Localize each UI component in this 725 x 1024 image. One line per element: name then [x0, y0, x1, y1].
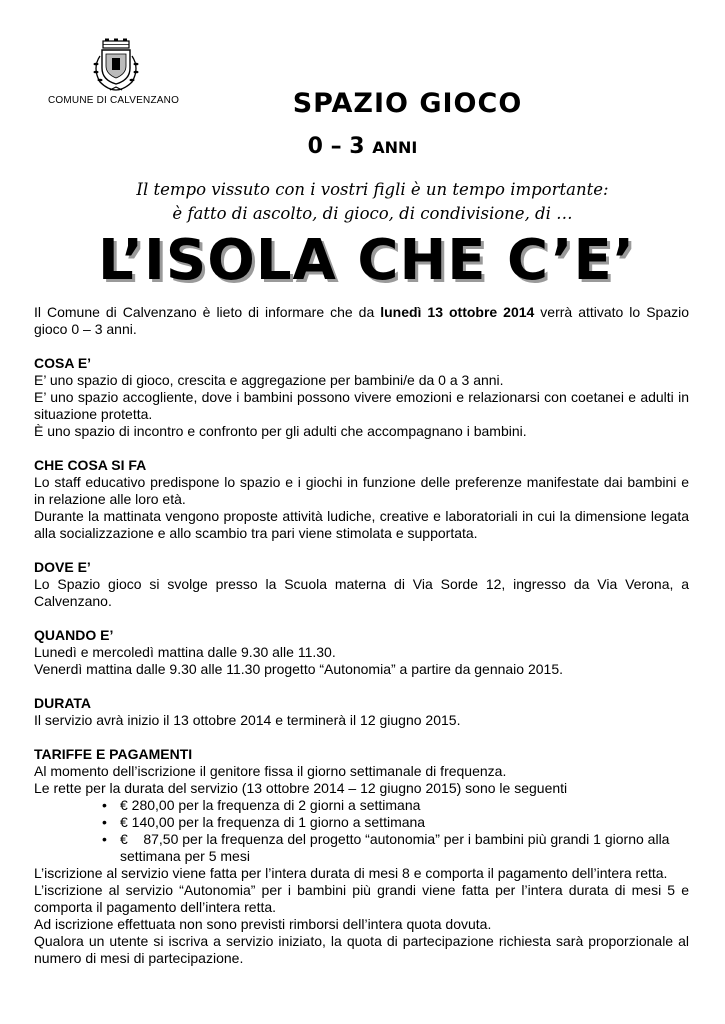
section-line: E’ uno spazio accogliente, dove i bambini possono vivere emozioni e relazionarsi con coetanei e adulti in situazione protetta.	[34, 389, 689, 422]
intro-paragraph	[34, 304, 689, 338]
section-line: Durante la mattinata vengono proposte attività ludiche, creative e laboratoriali in cui la dimensione legata alla socializzazione e allo scambio tra pari viene stimolata e supportata.	[34, 508, 689, 541]
section-line: Al momento dell’iscrizione il genitore fissa il giorno settimanale di frequenza.	[34, 763, 507, 779]
page-title-text: SPAZIO GIOCO	[292, 88, 523, 119]
section-heading: CHE COSA SI FA	[34, 457, 147, 473]
big-title: L’ISOLA CHE C’E’	[97, 228, 636, 293]
section-line: L’iscrizione al servizio “Autonomia” per i bambini più grandi viene fatta per l’intera durata di mesi 5 e comporta il pagamento dell’intera retta.	[34, 882, 689, 915]
section-line: Qualora un utente si iscriva a servizio iniziato, la quota di partecipazione richiesta sarà proporzionale al numero di mesi di partecipazione.	[34, 933, 689, 966]
intro-text-after: verrà attivato lo Spazio gioco 0 – 3 anni.	[34, 304, 689, 337]
section-heading: DURATA	[34, 695, 92, 711]
intro-text-before: Il Comune di Calvenzano è lieto di informare che da	[34, 304, 381, 320]
section-line: Lunedì e mercoledì mattina dalle 9.30 alle 11.30.	[34, 644, 336, 660]
section-quando	[34, 627, 689, 678]
section-che-cosa	[34, 457, 689, 542]
section-tariffe	[34, 746, 689, 967]
section-line: Il servizio avrà inizio il 13 ottobre 2014 e terminerà il 12 giugno 2015.	[34, 712, 461, 728]
tagline-line-1: Il tempo vissuto con i vostri figli è un tempo importante:	[136, 180, 609, 199]
comune-label: COMUNE DI CALVENZANO	[48, 95, 180, 106]
intro-start-date: lunedì 13 ottobre 2014	[380, 304, 535, 320]
fee-text: € 140,00 per la frequenza di 1 giorno a settimana	[120, 814, 426, 830]
section-line: Lo staff educativo predispone lo spazio e i giochi in funzione delle preferenze manifestate dai bambini e in relazione alle loro età.	[34, 474, 689, 507]
tagline-line-2: è fatto di ascolto, di gioco, di condivisione, di …	[172, 204, 573, 223]
fee-list	[34, 797, 689, 865]
section-line: Venerdì mattina dalle 9.30 alle 11.30 progetto “Autonomia” a partire da gennaio 2015.	[34, 661, 563, 677]
fee-text: € 87,50 per la frequenza del progetto “autonomia” per i bambini più grandi 1 giorno alla settimana per 5 mesi	[120, 831, 674, 864]
fee-list-item	[100, 831, 689, 865]
section-dove	[34, 559, 689, 610]
section-heading: DOVE E’	[34, 559, 91, 575]
age-range-subtitle	[0, 134, 725, 159]
comune-crest-logo	[88, 38, 144, 94]
section-line: Lo Spazio gioco si svolge presso la Scuola materna di Via Sorde 12, ingresso da Via Verona, a Calvenzano.	[34, 576, 689, 609]
section-line: E’ uno spazio di gioco, crescita e aggregazione per bambini/e da 0 a 3 anni.	[34, 372, 504, 388]
document-body	[34, 304, 689, 967]
fee-list-item	[100, 814, 689, 831]
section-line: L’iscrizione al servizio viene fatta per l’intera durata di mesi 8 e comporta il pagamento dell’intera retta.	[34, 865, 668, 881]
section-heading: TARIFFE E PAGAMENTI	[34, 746, 193, 762]
fee-text: € 280,00 per la frequenza di 2 giorni a settimana	[120, 797, 421, 813]
subtitle-age-unit: ANNI	[372, 138, 418, 157]
page-title	[0, 88, 725, 119]
section-cosa	[34, 355, 689, 440]
tagline	[0, 178, 725, 226]
section-line: È uno spazio di incontro e confronto per gli adulti che accompagnano i bambini.	[34, 423, 527, 439]
section-line: Ad iscrizione effettuata non sono previsti rimborsi dell’intera quota dovuta.	[34, 916, 492, 932]
section-heading: QUANDO E’	[34, 627, 114, 643]
section-heading: COSA E’	[34, 355, 92, 371]
fee-list-item	[100, 797, 689, 814]
section-durata	[34, 695, 689, 729]
subtitle-age-range: 0 – 3	[307, 134, 365, 159]
section-line: Le rette per la durata del servizio (13 ottobre 2014 – 12 giugno 2015) sono le seguenti	[34, 780, 568, 796]
